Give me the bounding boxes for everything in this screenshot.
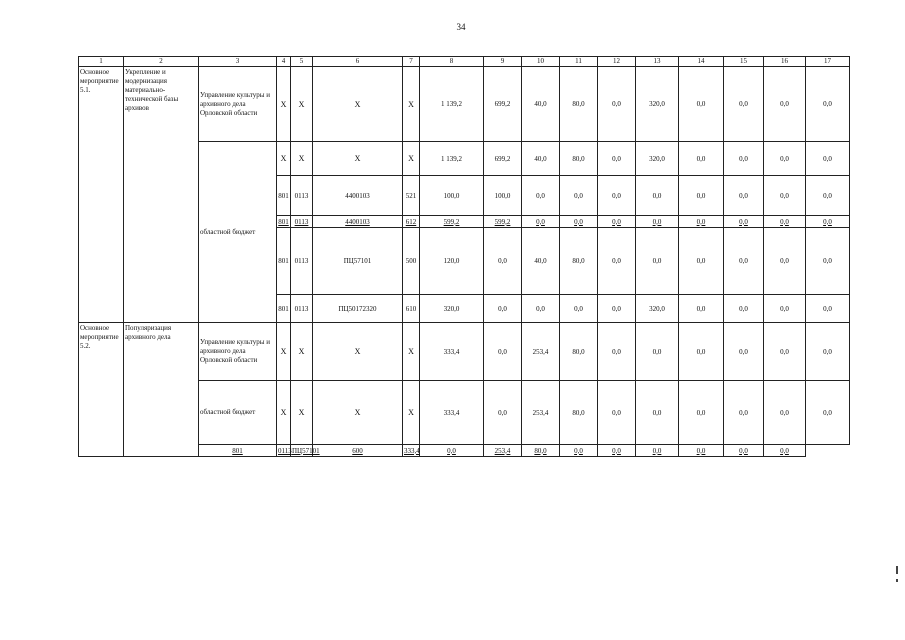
classification-code-cell: X	[403, 323, 420, 381]
measure-name-cell: Основное мероприятие 5.1.	[79, 67, 124, 323]
amount-cell: 0,0	[764, 67, 806, 142]
amount-cell: 0,0	[484, 381, 522, 445]
budget-source-cell: областной бюджет	[199, 142, 277, 323]
amount-cell: 333,4	[420, 381, 484, 445]
classification-code-cell: 0113	[291, 216, 313, 228]
classification-code-cell: 521	[403, 176, 420, 216]
amount-cell: 0,0	[806, 323, 850, 381]
amount-cell: 0,0	[598, 295, 636, 323]
column-number-header: 12	[598, 57, 636, 67]
measure-description-cell: Популяризация архивного дела	[124, 323, 199, 457]
amount-cell: 0,0	[724, 323, 764, 381]
amount-cell: 699,2	[484, 67, 522, 142]
amount-cell: 100,0	[484, 176, 522, 216]
classification-code-cell: X	[313, 381, 403, 445]
classification-code-cell: 0113	[291, 295, 313, 323]
amount-cell: 40,0	[522, 67, 560, 142]
amount-cell: 0,0	[598, 228, 636, 295]
amount-cell: 0,0	[598, 67, 636, 142]
column-number-header: 16	[764, 57, 806, 67]
amount-cell: 320,0	[420, 295, 484, 323]
classification-code-cell: X	[277, 142, 291, 176]
amount-cell: 80,0	[560, 381, 598, 445]
executor-cell: Управление культуры и архивного дела Орловской области	[199, 323, 277, 381]
amount-cell: 320,0	[636, 295, 679, 323]
amount-cell: 0,0	[764, 445, 806, 457]
classification-code-cell: 4400103	[313, 176, 403, 216]
measure-name-cell: Основное мероприятие 5.2.	[79, 323, 124, 457]
amount-cell: 0,0	[764, 142, 806, 176]
classification-code-cell: X	[291, 381, 313, 445]
amount-cell: 0,0	[724, 142, 764, 176]
classification-code-cell: 801	[277, 295, 291, 323]
column-number-header: 14	[679, 57, 724, 67]
amount-cell: 0,0	[560, 295, 598, 323]
page-number: 34	[456, 22, 466, 32]
amount-cell: 80,0	[560, 142, 598, 176]
executor-cell: Управление культуры и архивного дела Орловской области	[199, 67, 277, 142]
column-number-header: 3	[199, 57, 277, 67]
amount-cell: 80,0	[522, 445, 560, 457]
classification-code-cell: X	[277, 67, 291, 142]
amount-cell: 0,0	[560, 445, 598, 457]
classification-code-cell: 612	[403, 216, 420, 228]
amount-cell: 0,0	[806, 176, 850, 216]
amount-cell: 0,0	[420, 445, 484, 457]
amount-cell: 599,2	[420, 216, 484, 228]
amount-cell: 0,0	[636, 176, 679, 216]
amount-cell: 333,4	[404, 446, 420, 455]
amount-cell: 0,0	[598, 176, 636, 216]
amount-cell: 320,0	[636, 67, 679, 142]
column-number-header: 10	[522, 57, 560, 67]
amount-cell: 253,4	[522, 381, 560, 445]
classification-code-cell: 801	[277, 228, 291, 295]
amount-cell: 80,0	[560, 228, 598, 295]
classification-code-cell: 500	[403, 228, 420, 295]
column-number-header: 15	[724, 57, 764, 67]
header-row	[79, 57, 850, 67]
amount-cell: 0,0	[636, 216, 679, 228]
column-number-header: 7	[403, 57, 420, 67]
amount-cell: 0,0	[484, 295, 522, 323]
classification-code-cell: X	[291, 67, 313, 142]
amount-cell: 0,0	[724, 67, 764, 142]
amount-cell: 253,4	[484, 445, 522, 457]
amount-cell: 0,0	[724, 295, 764, 323]
amount-cell: 599,2	[484, 216, 522, 228]
amount-cell: 0,0	[598, 381, 636, 445]
column-number-header: 9	[484, 57, 522, 67]
amount-cell: 253,4	[522, 323, 560, 381]
amount-cell: 0,0	[636, 445, 679, 457]
scan-mark	[896, 566, 898, 574]
classification-code-cell: 801	[277, 176, 291, 216]
column-number-header: 2	[124, 57, 199, 67]
amount-cell: 0,0	[724, 176, 764, 216]
classification-code-cell: ПЦ50172320	[313, 295, 403, 323]
classification-code-cell: X	[291, 323, 313, 381]
amount-cell: 40,0	[522, 142, 560, 176]
amount-cell: 0,0	[679, 216, 724, 228]
column-number-header: 5	[291, 57, 313, 67]
amount-cell: 0,0	[636, 228, 679, 295]
classification-code-cell: X	[403, 381, 420, 445]
amount-cell: 0,0	[484, 228, 522, 295]
column-number-header: 4	[277, 57, 291, 67]
amount-cell: 0,0	[598, 216, 636, 228]
classification-code-cell: 0113	[278, 446, 292, 455]
amount-cell: 0,0	[522, 216, 560, 228]
column-number-header: 8	[420, 57, 484, 67]
classification-code-cell: X	[403, 142, 420, 176]
amount-cell: 0,0	[679, 445, 724, 457]
table-row	[79, 323, 850, 381]
classification-code-cell: ПЦ57101	[313, 228, 403, 295]
amount-cell: 40,0	[522, 228, 560, 295]
amount-cell: 0,0	[724, 445, 764, 457]
classification-code-cell: 0113	[291, 176, 313, 216]
amount-cell: 0,0	[679, 67, 724, 142]
amount-cell: 0,0	[522, 176, 560, 216]
amount-cell: 0,0	[764, 295, 806, 323]
amount-cell: 0,0	[679, 323, 724, 381]
classification-code-cell: X	[277, 381, 291, 445]
amount-cell: 320,0	[636, 142, 679, 176]
column-number-header: 11	[560, 57, 598, 67]
amount-cell: 0,0	[806, 216, 850, 228]
amount-cell: 0,0	[636, 381, 679, 445]
amount-cell: 1 139,2	[420, 67, 484, 142]
amount-cell: 0,0	[724, 216, 764, 228]
classification-code-cell: ПЦ57101	[292, 446, 320, 455]
scan-mark	[896, 579, 898, 582]
amount-cell: 0,0	[679, 142, 724, 176]
classification-code-cell: 600	[313, 445, 403, 457]
amount-cell: 0,0	[764, 216, 806, 228]
amount-cell: 0,0	[806, 381, 850, 445]
column-number-header: 17	[806, 57, 850, 67]
classification-code-cell: 610	[403, 295, 420, 323]
column-number-header: 13	[636, 57, 679, 67]
amount-cell: 0,0	[764, 323, 806, 381]
amount-cell: 0,0	[636, 323, 679, 381]
amount-cell: 0,0	[522, 295, 560, 323]
classification-code-cell: 801	[278, 217, 289, 226]
amount-cell: 0,0	[806, 228, 850, 295]
amount-cell: 0,0	[484, 323, 522, 381]
amount-cell: 0,0	[679, 228, 724, 295]
amount-cell: 0,0	[806, 67, 850, 142]
amount-cell: 0,0	[679, 295, 724, 323]
column-number-header: 1	[79, 57, 124, 67]
amount-cell: 0,0	[764, 228, 806, 295]
classification-code-cell: X	[277, 323, 291, 381]
amount-cell: 80,0	[560, 67, 598, 142]
amount-cell: 0,0	[560, 176, 598, 216]
budget-source-cell: областной бюджет	[199, 381, 277, 445]
amount-cell: 0,0	[560, 216, 598, 228]
column-number-header: 6	[313, 57, 403, 67]
classification-code-cell: X	[291, 142, 313, 176]
amount-cell: 0,0	[598, 142, 636, 176]
amount-cell: 333,4	[420, 323, 484, 381]
amount-cell: 1 139,2	[420, 142, 484, 176]
budget-table	[78, 56, 850, 457]
amount-cell: 0,0	[806, 142, 850, 176]
amount-cell: 0,0	[764, 381, 806, 445]
classification-code-cell: X	[313, 67, 403, 142]
classification-code-cell: X	[403, 67, 420, 142]
amount-cell: 100,0	[420, 176, 484, 216]
amount-cell: 120,0	[420, 228, 484, 295]
amount-cell: 0,0	[724, 228, 764, 295]
classification-code-cell: 4400103	[313, 216, 403, 228]
classification-code-cell: 0113	[291, 228, 313, 295]
amount-cell: 80,0	[560, 323, 598, 381]
amount-cell: 699,2	[484, 142, 522, 176]
amount-cell: 0,0	[598, 323, 636, 381]
classification-code-cell: X	[313, 323, 403, 381]
amount-cell: 0,0	[598, 445, 636, 457]
amount-cell: 0,0	[724, 381, 764, 445]
table-row	[79, 67, 850, 142]
amount-cell: 0,0	[679, 176, 724, 216]
classification-code-cell: X	[313, 142, 403, 176]
classification-code-cell: 801	[199, 445, 277, 457]
measure-description-cell: Укрепление и модернизация материально-технической базы архивов	[124, 67, 199, 323]
amount-cell: 0,0	[806, 295, 850, 323]
amount-cell: 0,0	[679, 381, 724, 445]
amount-cell: 0,0	[764, 176, 806, 216]
